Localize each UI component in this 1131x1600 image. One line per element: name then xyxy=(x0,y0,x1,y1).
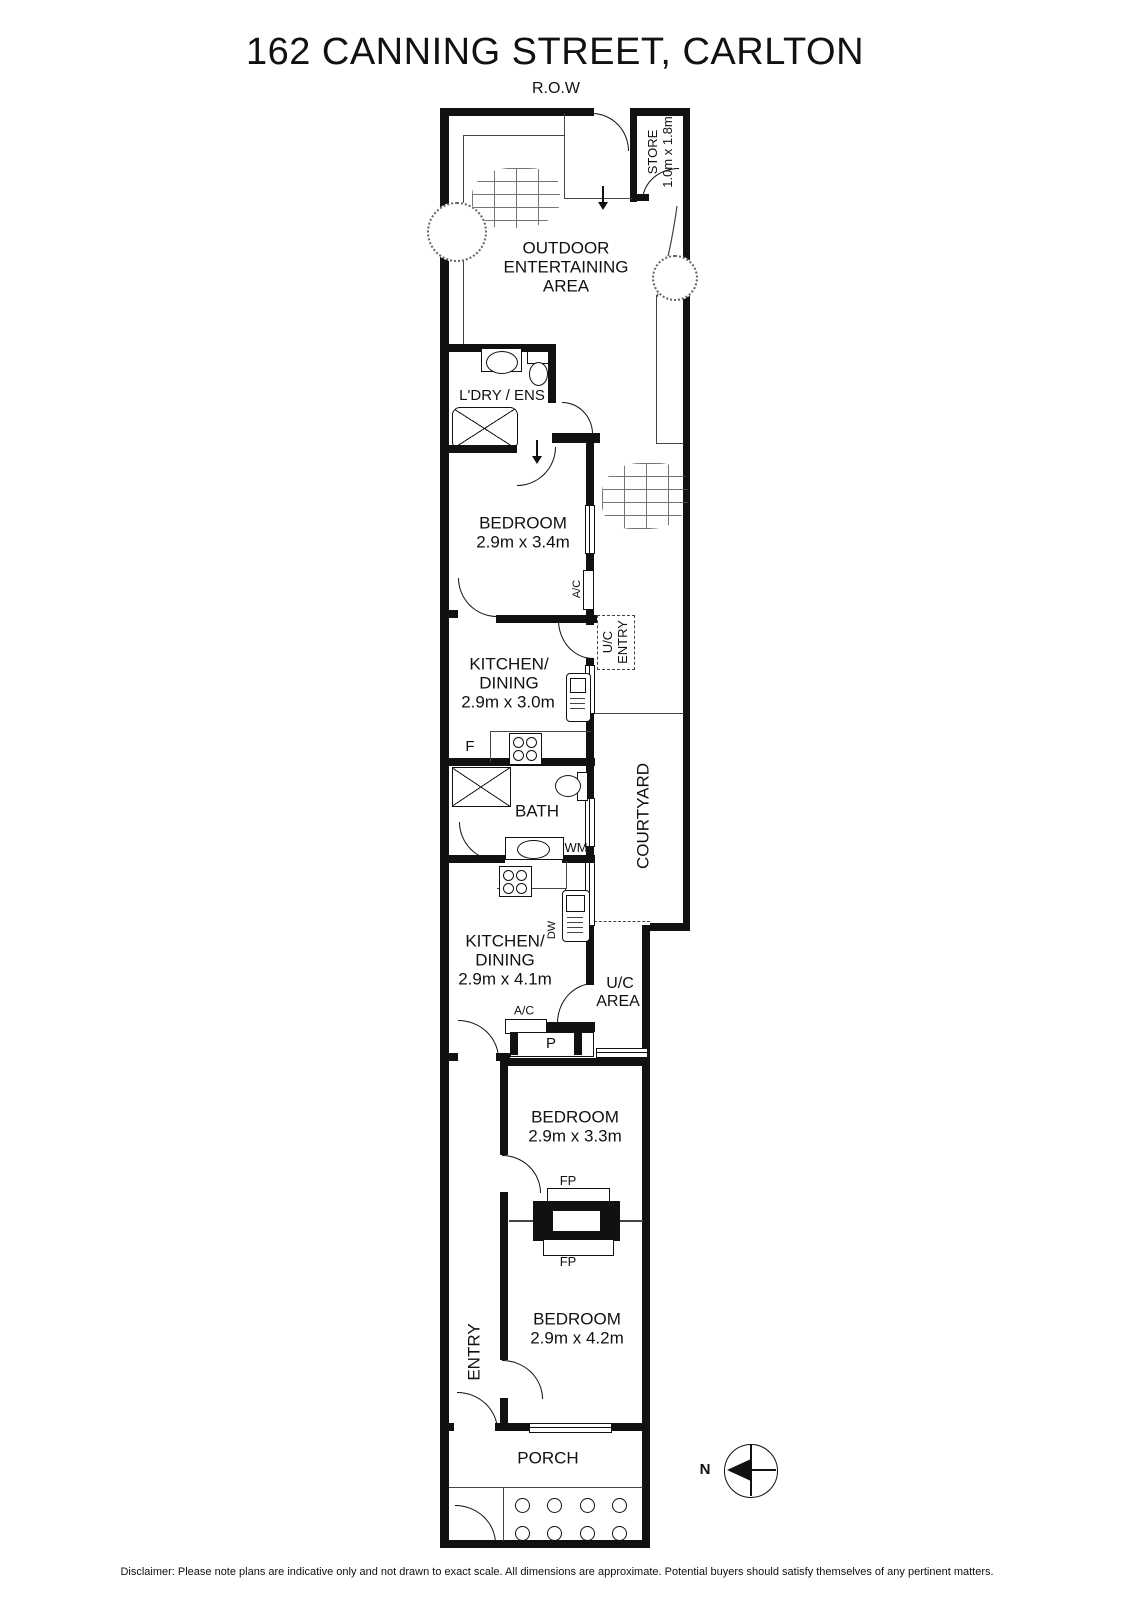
outdoor-label-3: AREA xyxy=(542,276,590,296)
window xyxy=(529,1423,612,1433)
store-label xyxy=(645,116,675,188)
down-arrow-icon xyxy=(602,186,604,202)
kitchen-rear-dims: 2.9m x 3.0m xyxy=(461,692,555,712)
bedroom-front-label: BEDROOM xyxy=(533,1309,621,1329)
ac-unit-icon xyxy=(583,570,594,610)
paving-dot-icon xyxy=(515,1526,530,1541)
paving-dot-icon xyxy=(547,1526,562,1541)
bedroom-mid-dims: 2.9m x 3.3m xyxy=(528,1126,622,1146)
bedroom-rear-label: BEDROOM xyxy=(479,513,567,533)
appliance-detail xyxy=(570,678,586,693)
wall xyxy=(440,1053,458,1061)
row-label: R.O.W xyxy=(532,80,580,98)
fp-label: FP xyxy=(559,1172,577,1188)
bath-label: BATH xyxy=(514,801,560,821)
shower-icon xyxy=(452,767,511,807)
dw-label: DW xyxy=(545,920,558,940)
fp-label: FP xyxy=(559,1253,577,1269)
down-arrow-icon xyxy=(598,202,608,210)
toilet-icon xyxy=(529,362,548,386)
window xyxy=(596,1048,648,1058)
paving-dot-icon xyxy=(612,1498,627,1513)
appliance-detail xyxy=(567,932,583,933)
page-title: 162 CANNING STREET, CARLTON xyxy=(245,31,865,74)
outdoor-label-2: ENTERTAINING xyxy=(503,257,629,277)
pantry-end-cap xyxy=(574,1032,582,1055)
appliance-detail xyxy=(567,922,583,923)
fireplace-mantel xyxy=(543,1239,614,1256)
uc-entry-label xyxy=(600,620,630,664)
bathtub-icon xyxy=(452,407,518,450)
boundary-line xyxy=(656,295,657,443)
laundry-ens-label: L'DRY / ENS xyxy=(459,386,545,404)
room-divider-line xyxy=(619,1220,643,1222)
uc-area-label-1: U/C xyxy=(606,975,634,993)
wall xyxy=(642,925,650,1548)
burner-icon xyxy=(513,737,524,748)
burner-icon xyxy=(516,870,527,881)
garden-divider-line xyxy=(503,1487,504,1541)
burner-icon xyxy=(526,750,537,761)
wall xyxy=(548,344,556,403)
window xyxy=(585,505,595,554)
down-arrow-icon xyxy=(536,440,538,456)
outdoor-label-1: OUTDOOR xyxy=(522,238,610,258)
wall xyxy=(495,1423,529,1431)
entry-label: ENTRY xyxy=(464,1323,484,1381)
basin-icon xyxy=(517,840,550,859)
gate-leaf-line xyxy=(564,113,565,198)
wall xyxy=(683,108,690,931)
kitchen-rear-label-1: KITCHEN/ xyxy=(469,654,549,674)
basin-icon xyxy=(486,351,518,374)
toilet-icon xyxy=(555,775,581,797)
boundary-line xyxy=(463,135,565,136)
tree-icon xyxy=(427,202,487,262)
pantry-end-cap xyxy=(510,1032,518,1055)
fireplace-opening xyxy=(553,1211,600,1231)
north-label: N xyxy=(699,1460,711,1478)
brick-paving-icon xyxy=(602,463,688,529)
ac-label: A/C xyxy=(513,1003,535,1018)
paving-dot-icon xyxy=(612,1526,627,1541)
store-name: STORE xyxy=(645,129,660,175)
bedroom-front-dims: 2.9m x 4.2m xyxy=(530,1328,624,1348)
courtyard-dashed-line xyxy=(594,921,650,922)
ac-label: A/C xyxy=(570,579,583,599)
wall xyxy=(500,1192,508,1360)
courtyard-boundary-line xyxy=(594,713,684,714)
paving-dot-icon xyxy=(515,1498,530,1513)
disclaimer-text: Disclaimer: Please note plans are indicative only and not drawn to exact scale. All dimensions are approximate. Potential buyers should satisfy themselves of any pertinent matters. xyxy=(120,1565,994,1578)
burner-icon xyxy=(513,750,524,761)
uc-entry-line2: ENTRY xyxy=(615,620,630,664)
tree-icon xyxy=(652,255,698,301)
porch-edge-line xyxy=(449,1487,643,1488)
appliance-detail xyxy=(570,703,585,704)
appliance-detail xyxy=(570,708,585,709)
burner-icon xyxy=(516,883,527,894)
wall xyxy=(500,1058,650,1066)
courtyard-label: COURTYARD xyxy=(633,762,653,870)
wall xyxy=(440,1423,454,1431)
burner-icon xyxy=(526,737,537,748)
wall xyxy=(650,923,690,931)
paving-dot-icon xyxy=(547,1498,562,1513)
bedroom-mid-label: BEDROOM xyxy=(531,1107,619,1127)
wm-label: WM xyxy=(564,839,588,855)
store-dims: 1.0m x 1.8m xyxy=(660,116,675,188)
wall xyxy=(440,108,449,1548)
wall xyxy=(440,610,458,618)
compass-north-pointer xyxy=(727,1459,751,1481)
appliance-detail xyxy=(567,917,583,918)
paving-dot-icon xyxy=(580,1526,595,1541)
kitchen-front-label-2: DINING xyxy=(475,950,535,970)
bedroom-rear-dims: 2.9m x 3.4m xyxy=(476,532,570,552)
appliance-detail xyxy=(566,895,585,912)
uc-area-label-2: AREA xyxy=(596,993,640,1011)
boundary-line xyxy=(656,443,684,444)
wall xyxy=(630,108,690,116)
fridge-label: F xyxy=(465,737,475,755)
burner-icon xyxy=(503,870,514,881)
room-divider-line xyxy=(509,1220,535,1222)
down-arrow-icon xyxy=(532,456,542,464)
boundary-line xyxy=(564,198,632,199)
uc-entry-line1: U/C xyxy=(600,630,615,654)
pantry-label: P xyxy=(545,1034,557,1052)
kitchen-front-dims: 2.9m x 4.1m xyxy=(458,969,552,989)
compass-crosshair xyxy=(751,1469,776,1471)
kitchen-rear-label-2: DINING xyxy=(479,673,539,693)
burner-icon xyxy=(503,883,514,894)
wall xyxy=(630,108,637,202)
wall xyxy=(552,433,600,443)
wall xyxy=(500,1058,508,1155)
porch-label: PORCH xyxy=(517,1448,579,1468)
brick-paving-icon xyxy=(472,168,560,228)
kitchen-front-label-1: KITCHEN/ xyxy=(465,931,545,951)
wall xyxy=(440,108,594,116)
paving-dot-icon xyxy=(580,1498,595,1513)
appliance-detail xyxy=(570,698,585,699)
appliance-detail xyxy=(567,927,583,928)
